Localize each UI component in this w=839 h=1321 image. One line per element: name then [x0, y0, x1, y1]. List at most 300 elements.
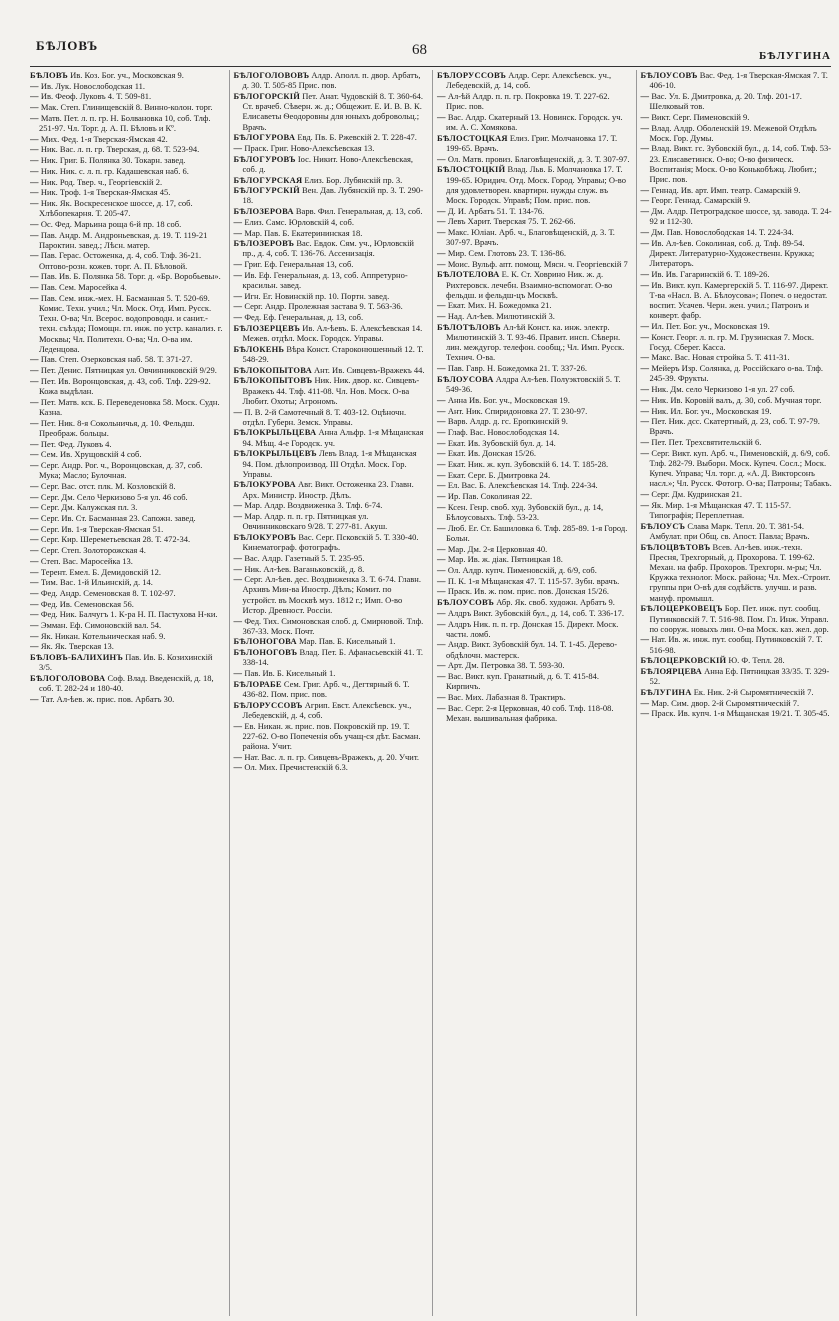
directory-entry: [234, 553, 427, 563]
entry-details: Влад. Алдр. Оболенскій 19. Межевой Отдѣлъ Моск. Гор. Думы.: [649, 122, 817, 143]
running-head-left: БѢЛОВЪ: [36, 38, 99, 53]
entry-surname: —: [30, 250, 39, 261]
entry-details: Ник. Ил. Бог. уч., Московская 19.: [649, 405, 772, 416]
entry-details: Георг. Геннад. Самарскій 9.: [649, 195, 751, 206]
entry-details: Ив. Ал-ѣевъ. Б. Алексѣевская 14. Межев. отдѣл. Моск. Городск. Управы.: [242, 322, 423, 344]
directory-entry: [30, 70, 223, 80]
directory-entry: [641, 406, 834, 416]
entry-details: Мар. Пав. Б. Кисельный 1.: [296, 636, 396, 647]
entry-details: Елиз. Григ. Молчановка 17. Т. 199-65. Врачъ.: [446, 132, 618, 153]
entry-surname: —: [437, 586, 446, 597]
entry-surname: БѢЛОЯРЦЕВА: [640, 666, 703, 677]
entry-details: Алдра Ал-ѣев. Полуэктовскій 5. Т. 549-36.: [446, 373, 621, 395]
entry-details: Бор. Пет. инж. пут. сообщ. Путинковскій 7. Т. 516-98. Пом. Гл. Инж. Управл. по сооруж. новыхъ лин. О-ва Моск. каз. жел. дор.: [649, 603, 829, 634]
entry-surname: —: [437, 311, 446, 322]
entry-surname: —: [640, 122, 650, 133]
entry-details: Ал-ѣй Конст. ка. инж. электр. Милютинскій 3. Т. 93-46. Правит. инсп. Сѣверн. лин. междугор. телефон. сообщ.; Чл. Имп. Русск. Технич. О-ва.: [446, 321, 625, 363]
entry-surname: —: [437, 639, 446, 650]
directory-entry: [30, 219, 223, 229]
directory-entry: [641, 698, 834, 708]
entry-surname: БѢЛОЦВѢТОВЪ: [640, 541, 711, 552]
entry-surname: —: [233, 615, 243, 626]
entry-details: Мир. Сем. Глотовъ 23. Т. 136-86.: [445, 247, 566, 258]
entry-details: Як. Никан. Котельническая наб. 9.: [38, 630, 166, 641]
directory-entry: [437, 322, 630, 363]
entry-details: Фед. Тих. Симоновская слоб. д. Смирновой. Тлф. 367-33. Моск. Почт.: [242, 615, 424, 636]
entry-surname: —: [640, 143, 650, 154]
directory-entry: [437, 480, 630, 490]
entry-surname: БѢЛОКУРОВЪ: [233, 531, 297, 542]
entry-details: Тат. Ал-ѣев. ж. прис. пов. Арбатъ 30.: [38, 693, 175, 704]
entry-surname: —: [30, 577, 39, 588]
column-4: [636, 70, 834, 1316]
entry-surname: —: [437, 501, 446, 512]
entry-details: Тим. Вас. 1-й Ильинскій, д. 14.: [38, 577, 153, 588]
entry-details: Абр. Як. своб. художн. Арбатъ 9.: [494, 597, 615, 608]
entry-surname: БѢЛОЗЕРОВА: [233, 206, 294, 217]
entry-details: Серг. Андр. Пролежная застава 9. Т. 563-36.: [242, 301, 403, 312]
directory-entry: [234, 175, 427, 185]
directory-entry: [234, 564, 427, 574]
entry-details: Пет. Матв. кск. Б. Переведеновка 58. Моск. Судн. Казна.: [38, 396, 220, 417]
directory-entry: [437, 374, 630, 394]
entry-details: Нат. Вас. л. п. гр. Сивцевъ-Вражекъ, д. 20. Учит.: [242, 751, 420, 762]
entry-details: Мейеръ Изр. Солянка, д. Россійскаго о-ва. Тлф. 245-39. Фрукты.: [649, 363, 824, 384]
directory-entry: [437, 671, 630, 691]
entry-details: Пет. Ив. Воронцовская, д. 43, соб. Тлф. 229-92. Кожа выдѣлан.: [38, 375, 211, 397]
entry-details: Екат. Мих. Н. Божедомка 21.: [445, 300, 552, 311]
directory-entry: [437, 448, 630, 458]
entry-surname: —: [30, 417, 39, 428]
directory-entry: [234, 679, 427, 699]
entry-details: Пав. Сем. инж.-мех. Н. Басманная 5. Т. 520-69. Комис. Техн. учил.; Чл. Моск. Отд. Имп. Русск. Техн. О-ва; Чл. Всерос. водопроводн. и санит.-техн. съѣзда; Помощн. гл. инж. по устр. канализ. г. Москвы; Чл. Политехн. О-ва; Чл. О-ва им. Леденцова.: [38, 292, 223, 354]
entry-surname: —: [30, 80, 39, 91]
entry-surname: —: [30, 102, 39, 113]
entry-surname: —: [437, 691, 446, 702]
entry-details: Фед. Ив. Семеновская 56.: [38, 598, 134, 609]
entry-surname: —: [640, 634, 650, 645]
entry-details: Вас. Фед. 1-я Тверская-Ямская 7. Т. 406-10.: [649, 70, 828, 91]
entry-surname: БѢЛОЗЕРЦЕВЪ: [233, 322, 301, 333]
entry-surname: —: [30, 620, 39, 631]
directory-entry: [30, 198, 223, 218]
directory-entry: [234, 238, 427, 258]
entry-details: Анна Еф. Пятницкая 33/35. Т. 329-52.: [649, 666, 830, 687]
directory-entry: [437, 416, 630, 426]
directory-entry: [437, 300, 630, 310]
entry-surname: —: [640, 331, 650, 342]
entry-surname: —: [437, 491, 446, 502]
directory-entry: [30, 449, 223, 459]
directory-entry: [641, 91, 834, 111]
directory-entry: [437, 395, 630, 405]
entry-details: Ек. Ник. 2-й Сыромятническій 7.: [691, 686, 814, 697]
entry-surname: —: [437, 618, 446, 629]
entry-surname: БѢЛОСТОЦКІЙ: [437, 164, 506, 175]
entry-surname: —: [233, 762, 243, 773]
entry-details: Анна Ив. Бог. уч., Московская 19.: [445, 394, 570, 405]
directory-entry: [30, 513, 223, 523]
entry-details: Пав. Сем. Маросейка 4.: [38, 282, 127, 293]
entry-surname: БѢЛОЦЕРКОВЕЦЪ: [640, 603, 723, 614]
directory-entry: [234, 448, 427, 479]
entry-surname: БѢЛОГУРОВА: [233, 132, 296, 143]
entry-details: Як. Як. Тверская 13.: [38, 641, 114, 652]
directory-entry: [234, 511, 427, 531]
directory-entry: [30, 577, 223, 587]
entry-details: Ю. Ф. Тепл. 28.: [726, 655, 785, 666]
directory-entry: [437, 586, 630, 596]
entry-details: Серг. Дм. Село Черкизово 5-я ул. 46 соб.: [38, 491, 188, 502]
entry-surname: —: [30, 598, 39, 609]
entry-surname: —: [30, 438, 39, 449]
directory-entry: [437, 70, 630, 90]
directory-entry: [641, 195, 834, 205]
directory-entry: [30, 282, 223, 292]
directory-entry: [30, 166, 223, 176]
entry-surname: —: [437, 247, 446, 258]
entry-details: Алдръ Викт. Зубовскій бул., д. 14, соб. Т. 336-17.: [445, 607, 624, 618]
directory-entry: [641, 363, 834, 383]
entry-surname: —: [640, 184, 650, 195]
directory-entry: [437, 164, 630, 205]
entry-surname: —: [30, 566, 39, 577]
entry-details: П. К. 1-я Мѣщанская 47. Т. 115-57. Зубн. врачъ.: [445, 575, 620, 586]
entry-details: Пав. Герас. Остоженка, д. 4, соб. Тлф. 36-21. Оптово-розн. кожев. торг. А. П. Бѣловой.: [38, 250, 202, 271]
entry-details: Мар. Дм. 2-я Церковная 40.: [445, 543, 548, 554]
entry-details: Ел. Вас. Б. Алексѣевская 14. Тлф. 224-34.: [445, 480, 598, 491]
entry-surname: БѢЛОКОПЫТОВЪ: [233, 375, 313, 386]
entry-surname: БѢЛОТѢЛОВЪ: [437, 321, 501, 332]
directory-entry: [30, 588, 223, 598]
directory-entry: [30, 652, 223, 672]
entry-details: Алдръ Ник. п. п. гр. Донская 15. Директ. Моск. частн. ломб.: [445, 618, 619, 639]
header-rule: [30, 66, 831, 67]
directory-entry: [30, 293, 223, 354]
entry-surname: —: [30, 365, 39, 376]
directory-entry: [437, 227, 630, 247]
directory-entry: [641, 123, 834, 143]
entry-surname: —: [30, 187, 39, 198]
entry-details: Макс. Юліан. Арб. ч., Благовѣщенскій, д. 3. Т. 307-97. Врачъ.: [445, 227, 615, 248]
directory-entry: [641, 352, 834, 362]
entry-surname: —: [30, 155, 39, 166]
directory-entry: [641, 238, 834, 269]
entry-surname: —: [640, 489, 650, 500]
entry-surname: —: [640, 90, 650, 101]
column-1: [30, 70, 223, 1316]
entry-details: Ос. Фед. Марьина роща 6-й пр. 18 соб.: [38, 218, 182, 229]
directory-entry: [30, 418, 223, 438]
entry-surname: —: [30, 144, 39, 155]
entry-surname: —: [437, 607, 446, 618]
directory-entry: [234, 323, 427, 343]
directory-entry: [30, 250, 223, 270]
entry-surname: —: [437, 111, 446, 122]
entry-surname: БѢЛОСТОЦКАЯ: [437, 132, 508, 143]
entry-surname: —: [233, 216, 243, 227]
directory-entry: [30, 155, 223, 165]
entry-surname: —: [437, 437, 446, 448]
entry-details: Вас. Серг. Псковскій 5. Т. 330-40. Кинематограф. фотографъ.: [242, 531, 419, 553]
directory-entry: [30, 524, 223, 534]
entry-surname: —: [233, 500, 243, 511]
directory-entry: [641, 489, 834, 499]
entry-surname: —: [30, 609, 39, 620]
directory-entry: [437, 565, 630, 575]
entry-details: Серг. Вас. отст. плк. М. Козловскій 8.: [38, 480, 176, 491]
entry-surname: БѢЛОТЕЛОВА: [437, 269, 500, 280]
entry-surname: —: [437, 416, 446, 427]
directory-entry: [437, 692, 630, 702]
entry-details: Сем. Ив. Хрущовскій 4 соб.: [38, 449, 142, 460]
entry-details: Ив. Еф. Генеральная, д. 13, соб. Аппретурно-красильн. завед.: [242, 269, 408, 291]
entry-surname: —: [233, 552, 243, 563]
entry-details: Влад. Пет. Б. Афанасьевскій 41. Т. 338-14.: [242, 647, 424, 668]
entry-details: Мак. Степ. Глинищевскій 8. Винно-колон. торг.: [38, 102, 213, 113]
entry-details: Пет. Денис. Пятницкая ул. Овчинниковскій 9/29.: [38, 365, 217, 376]
entry-surname: —: [640, 405, 650, 416]
entry-details: Серг. Ив. 1-я Тверская-Ямская 51.: [38, 523, 164, 534]
entry-surname: —: [437, 205, 446, 216]
entry-details: Ник. Ник. с. л. п. гр. Кадашевская наб. 6.: [38, 165, 189, 176]
directory-entry: [437, 491, 630, 501]
entry-surname: —: [640, 268, 650, 279]
entry-surname: БѢЛОКУРОВА: [233, 479, 296, 490]
directory-entry: [234, 721, 427, 752]
directory-entry: [437, 216, 630, 226]
entry-details: Геннад. Ив. арт. Имп. театр. Самарскій 9.: [649, 184, 801, 195]
entry-surname: —: [437, 660, 446, 671]
entry-details: Люб. Ег. Ст. Башиловка 6. Тлф. 285-89. 1-я Город. Больн.: [445, 522, 628, 543]
entry-surname: —: [233, 720, 243, 731]
directory-entry: [641, 332, 834, 352]
entry-details: Серг. Дм. Калужская пл. 3.: [38, 502, 138, 513]
directory-entry: [234, 616, 427, 636]
column-3: [432, 70, 630, 1316]
directory-entry: [641, 655, 834, 665]
entry-surname: БѢЛОУСОВЪ: [640, 70, 698, 80]
entry-details: Пав. Степ. Озерковская наб. 58. Т. 371-27.: [38, 354, 193, 365]
entry-surname: —: [437, 554, 446, 565]
directory-entry: [30, 144, 223, 154]
directory-entry: [234, 228, 427, 238]
entry-details: Серг. Андр. Рог. ч., Воронцовская, д. 37, соб. Мука; Масло; Булочная.: [38, 460, 203, 481]
directory-entry: [234, 259, 427, 269]
entry-details: Мар. Алдр. Воздвиженка 3. Тлф. 6-74.: [242, 500, 383, 511]
directory-entry: [30, 134, 223, 144]
directory-entry: [641, 227, 834, 237]
entry-details: Праск. Ив. ж. пом. прис. пов. Донская 15/26.: [445, 586, 610, 597]
entry-details: Игн. Ег. Новинскій пр. 10. Портн. завед.: [242, 290, 390, 301]
directory-entry: [437, 206, 630, 216]
directory-entry: [437, 544, 630, 554]
entry-surname: —: [437, 153, 446, 164]
directory-entry: [641, 416, 834, 436]
entry-surname: —: [437, 258, 446, 269]
entry-surname: —: [640, 352, 650, 363]
entry-details: Варв. Фил. Генеральная, д. 13, соб.: [293, 206, 423, 217]
entry-details: Пав. Ив. Б. Полянка 58. Торг. д. «Бр. Воробьевы».: [38, 271, 221, 282]
entry-surname: БѢЛОУСОВЪ: [437, 597, 495, 608]
entry-details: Серг. Дм. Кудринская 21.: [649, 489, 742, 500]
entry-details: Елиз. Бор. Лубянскій пр. 3.: [302, 174, 403, 185]
entry-surname: —: [30, 449, 39, 460]
directory-entry: [30, 545, 223, 555]
entry-details: Степ. Вас. Маросейка 13.: [38, 555, 133, 566]
directory-entry: [234, 647, 427, 667]
entry-details: Дм. Пав. Новослободская 14. Т. 224-34.: [649, 227, 794, 238]
entry-details: Екат. Ник. ж. куп. Зубовскій 6. 14. Т. 185-28.: [445, 459, 609, 470]
entry-surname: БѢЛОНОГОВЪ: [233, 647, 298, 658]
entry-surname: —: [640, 279, 650, 290]
entry-details: Макс. Вас. Новая стройка 5. Т. 411-31.: [649, 352, 790, 363]
directory-entry: [234, 427, 427, 447]
directory-entry: [437, 703, 630, 723]
directory-entry: [641, 500, 834, 520]
directory-entry: [437, 133, 630, 153]
entry-surname: —: [30, 292, 39, 303]
entry-surname: БѢЛОУСЪ: [640, 520, 686, 531]
directory-entry: [30, 481, 223, 491]
entry-details: Пет. Анат. Чудовскій 8. Т. 360-64. Ст. врачеб. Сѣверн. ж. д.; Общежит. Е. И. В. В. К. Елисаветы Ѳеодоровны для юныхъ добровольц.; Врачъ.: [242, 90, 424, 132]
entry-details: Ил. Пет. Бог. уч., Московская 19.: [649, 320, 770, 331]
directory-entry: [234, 636, 427, 646]
entry-surname: —: [233, 406, 243, 417]
directory-entry: [437, 619, 630, 639]
entry-surname: БѢЛОКОПЫТОВА: [233, 364, 312, 375]
entry-surname: БѢЛОНОГОВА: [233, 636, 297, 647]
directory-columns: [30, 70, 833, 1316]
entry-surname: —: [640, 416, 650, 427]
entry-surname: —: [437, 671, 446, 682]
entry-surname: —: [233, 301, 243, 312]
entry-details: Серг. Кир. Шереметьевская 28. Т. 472-34.: [38, 534, 191, 545]
directory-entry: [234, 154, 427, 174]
entry-surname: БѢЛОГУРСКІЙ: [233, 185, 300, 196]
entry-surname: —: [640, 384, 650, 395]
entry-surname: —: [30, 375, 39, 386]
directory-entry: [234, 762, 427, 772]
entry-details: Мар. Пав. Б. Екатерининская 18.: [242, 227, 363, 238]
entry-surname: —: [437, 363, 446, 374]
entry-details: Ол. Мих. Пречистенскій 6.3.: [242, 762, 348, 773]
directory-entry: [437, 311, 630, 321]
directory-entry: [234, 365, 427, 375]
entry-details: Пет. Фед. Луковъ 4.: [38, 438, 112, 449]
entry-surname: —: [30, 112, 39, 123]
directory-entry: [437, 248, 630, 258]
entry-details: Серг. Викт. куп. Арб. ч., Пименовскій, д. 6/9, соб. Тлф. 282-79. Выборн. Моск. Купеч. Сосл.; Моск. Купеч. Управа; Чл. торг. д. «А. Д. Викторсонъ насл.»; Чл. Русск. Фотогр. О-ва; Патроны; Табакъ.: [649, 447, 832, 489]
entry-details: Ант. Ник. Спиридоновка 27. Т. 230-97.: [445, 405, 588, 416]
entry-details: Влад. Викт. гс. Зубовскій бул., д. 14, соб. Тлф. 53-23. Елисаветинск. О-во; О-во физическ. Воспитанія; Моск. О-во Конькобѣжц. Любит.; Прис. пов.: [649, 143, 832, 185]
directory-entry: [437, 269, 630, 300]
entry-details: Матв. Пет. л. п. гр. Н. Болвановка 10, соб. Тлф. 251-97. Чл. Торг. д. А. П. Бѣловъ и Кº.: [38, 112, 211, 134]
entry-surname: —: [30, 693, 39, 704]
entry-details: Ив. Ив. Гагаринскій 6. Т. 189-26.: [649, 268, 770, 279]
entry-details: Дм. Алдр. Петроградское шоссе, зд. завода. Т. 24-92 и 112-30.: [649, 206, 832, 227]
entry-details: Пет. Ник. 8-я Сокольничья, д. 10. Фельдш. Преображ. больцы.: [38, 417, 195, 438]
directory-entry: [30, 631, 223, 641]
directory-entry: [30, 376, 223, 396]
entry-details: Левъ Харит. Тверская 75. Т. 262-66.: [445, 216, 576, 227]
entry-surname: —: [640, 227, 650, 238]
entry-surname: БѢЛОРУССОВЪ: [437, 70, 507, 80]
entry-details: Соф. Влад. Введенскій, д. 18, соб. Т. 282-24 и 180-40.: [39, 673, 214, 694]
entry-surname: БѢЛОКРЫЛЬЦЕВА: [233, 427, 317, 438]
entry-surname: —: [233, 668, 243, 679]
entry-details: Глаф. Вас. Новослободская 14.: [445, 426, 560, 437]
entry-details: Вас. Мих. Лабазная 8. Трактиръ.: [445, 691, 566, 702]
entry-surname: БѢЛОКРЫЛЬЦЕВЪ: [233, 448, 317, 459]
entry-surname: БѢЛОГОЛОВОВА: [30, 673, 106, 684]
directory-entry: [641, 206, 834, 226]
entry-surname: —: [233, 751, 243, 762]
directory-entry: [30, 354, 223, 364]
entry-surname: —: [640, 499, 650, 510]
entry-details: Д. И. Арбатъ 51. Т. 134-76.: [445, 205, 545, 216]
entry-details: Варв. Алдр. д. гс. Еропкинскій 9.: [445, 416, 568, 427]
directory-entry: [641, 143, 834, 184]
directory-entry: [234, 375, 427, 406]
directory-entry: [234, 206, 427, 216]
directory-entry: [30, 556, 223, 566]
entry-details: Вас. Евдок. Сям. уч., Юрловскій пр., д. 4, соб. Т. 136-76. Ассенизація.: [242, 238, 414, 259]
entry-surname: —: [640, 697, 650, 708]
directory-entry: [437, 154, 630, 164]
entry-surname: —: [640, 111, 650, 122]
entry-details: П. В. 2-й Самотечный 8. Т. 403-12. Оцѣночн. отдѣл. Губерн. Земск. Управы.: [242, 406, 407, 427]
entry-surname: —: [30, 555, 39, 566]
directory-entry: [437, 427, 630, 437]
directory-entry: [234, 700, 427, 720]
entry-details: Вас. Серг. 2-я Церковная, 40 соб. Тлф. 118-08. Механ. вышивальная фабрика.: [445, 702, 614, 723]
entry-surname: БѢЛОЦЕРКОВСКІЙ: [640, 655, 727, 666]
directory-entry: [641, 280, 834, 321]
directory-entry: [30, 599, 223, 609]
directory-entry: [234, 143, 427, 153]
entry-surname: —: [640, 447, 650, 458]
entry-details: Моис. Вульф. апт. помощ. Мясн. ч. Георгіевскій 7: [445, 258, 628, 269]
directory-entry: [30, 177, 223, 187]
entry-details: Григ. Еф. Генеральная 13, соб.: [242, 259, 354, 270]
directory-entry: [30, 534, 223, 544]
entry-surname: —: [233, 511, 243, 522]
entry-surname: —: [640, 237, 650, 248]
directory-entry: [641, 708, 834, 718]
entry-surname: —: [30, 523, 39, 534]
entry-surname: —: [437, 448, 446, 459]
entry-surname: —: [30, 502, 39, 513]
directory-entry: [437, 459, 630, 469]
directory-entry: [234, 668, 427, 678]
entry-surname: БѢЛОКЕНЬ: [233, 343, 285, 354]
entry-details: Ев. Никан. ж. прис. пов. Покровскій пр. 19. Т. 227-62. О-во Попеченія объ учащ-ся дѣт. Басман. района. Учит.: [242, 720, 421, 751]
directory-entry: [641, 269, 834, 279]
entry-surname: —: [30, 545, 39, 556]
directory-entry: [30, 91, 223, 101]
entry-details: Терент. Емел. Б. Демидовскій 12.: [38, 566, 162, 577]
entry-details: Ксен. Генр. своб. худ. Зубовскій бул., д. 14, Бѣлоусовыхъ. Тлф. 53-23.: [445, 501, 604, 523]
entry-details: Екат. Серг. Б. Дмитровка 24.: [445, 469, 551, 480]
directory-entry: [437, 660, 630, 670]
entry-surname: —: [233, 142, 243, 153]
directory-entry: [30, 673, 223, 693]
directory-entry: [30, 641, 223, 651]
entry-details: Пав. Ив. Б. Козихинскій 3/5.: [39, 652, 213, 673]
directory-entry: [30, 609, 223, 619]
entry-surname: —: [437, 216, 446, 227]
